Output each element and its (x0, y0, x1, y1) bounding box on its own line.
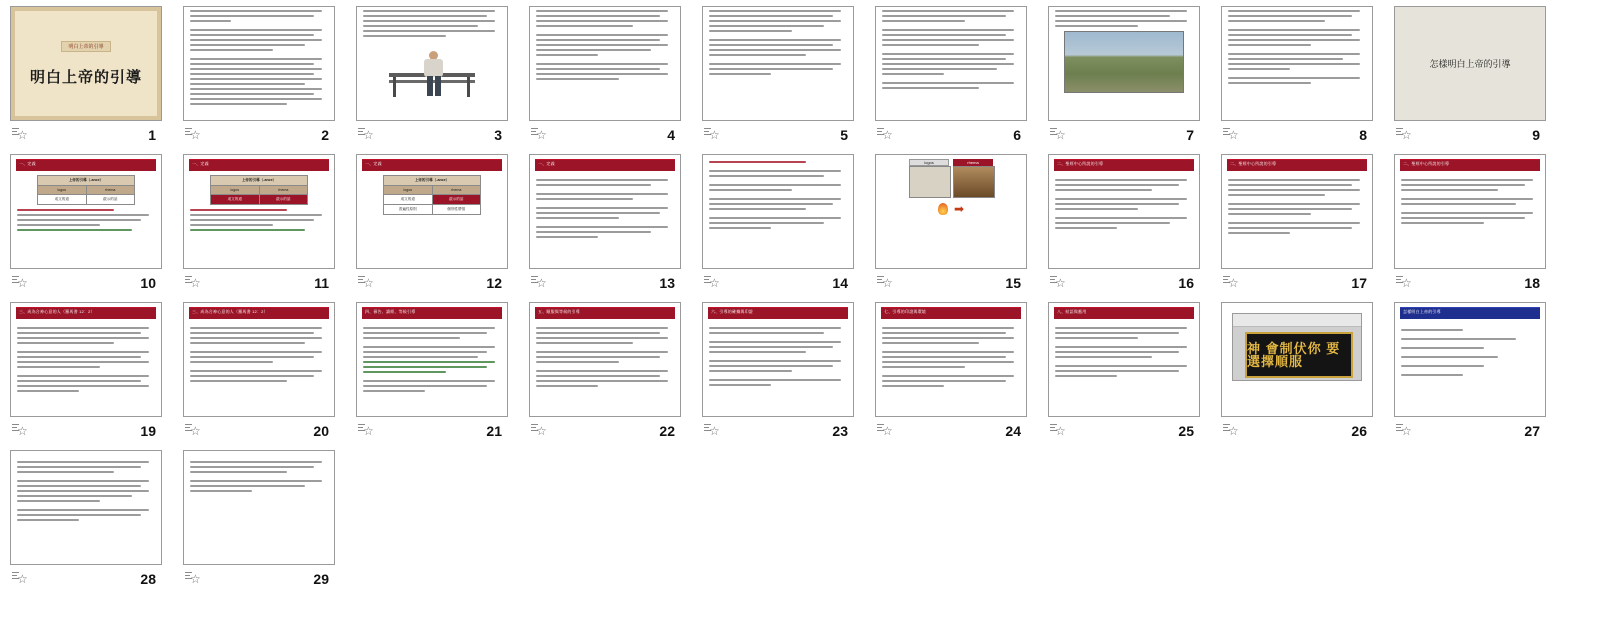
slide-meta (529, 417, 681, 443)
slide-title: 三、成為合神心意的人（羅馬書 12：2） (19, 309, 95, 314)
slide-thumbnail-7[interactable] (1048, 6, 1200, 121)
slide-thumbnail-20[interactable] (183, 302, 335, 417)
slide-transition-icon[interactable] (1396, 275, 1414, 291)
slide-transition-icon[interactable] (12, 127, 30, 143)
comparison-images (876, 159, 1026, 198)
slide-thumbnail-26[interactable] (1221, 302, 1373, 417)
animation-star-icon[interactable]: ☆ (1055, 276, 1066, 290)
slide-number: 29 (313, 571, 329, 587)
animation-star-icon[interactable]: ☆ (1055, 128, 1066, 142)
slide-meta (183, 121, 335, 147)
slide-cell[interactable] (183, 6, 348, 152)
cover-subtitle: 明白上帝的引導 (61, 41, 110, 52)
slide-body (703, 321, 853, 386)
slide-transition-icon[interactable] (1396, 127, 1414, 143)
slide-number: 6 (1013, 127, 1021, 143)
animation-star-icon[interactable]: ☆ (709, 276, 720, 290)
slide-number: 17 (1351, 275, 1367, 291)
slide-title-bar (1227, 159, 1367, 171)
slide-cell[interactable] (1394, 6, 1559, 152)
bench-photo (389, 43, 475, 99)
slide-number: 5 (840, 127, 848, 143)
animation-star-icon[interactable]: ☆ (363, 424, 374, 438)
definition-table: 上帝的引導（-ance） logos rhema 成文的道 啟示的話 (37, 175, 135, 205)
slide-transition-icon[interactable] (185, 423, 203, 439)
slide-body (184, 205, 334, 231)
slide-cell[interactable] (529, 6, 694, 152)
slide-thumbnail-15[interactable] (875, 154, 1027, 269)
slide-number: 7 (1186, 127, 1194, 143)
slide-thumbnail-27[interactable] (1394, 302, 1546, 417)
slide-title-bar (1054, 159, 1194, 171)
animation-star-icon[interactable]: ☆ (1228, 276, 1239, 290)
slide-meta (702, 121, 854, 147)
slide-meta (1221, 417, 1373, 443)
slide-number: 15 (1005, 275, 1021, 291)
slide-cell[interactable] (702, 6, 867, 152)
slide-thumbnail-6[interactable] (875, 6, 1027, 121)
slide-body (876, 7, 1026, 89)
slide-meta (529, 269, 681, 295)
slide-body (530, 173, 680, 238)
cover-layout (11, 7, 161, 120)
slide-number: 26 (1351, 423, 1367, 439)
slide-cell[interactable] (183, 154, 348, 300)
slide-cell[interactable] (1394, 154, 1559, 300)
slide-body (1049, 321, 1199, 377)
slide-cell[interactable] (356, 6, 521, 152)
slide-title: 三、成為合神心意的人（羅馬書 12：2） (192, 309, 268, 314)
slide-thumbnail-22[interactable] (529, 302, 681, 417)
slide-meta (1048, 269, 1200, 295)
slide-cell[interactable] (10, 154, 175, 300)
slide-body (11, 205, 161, 231)
banner-text: 神 會制伏你 要選擇順服 (1247, 341, 1341, 369)
slide-transition-icon[interactable] (531, 423, 549, 439)
slide-transition-icon[interactable] (1050, 423, 1068, 439)
slide-cell[interactable] (10, 302, 175, 448)
slide-meta (1221, 121, 1373, 147)
slide-cell[interactable] (1221, 6, 1386, 152)
slide-thumbnail-8[interactable] (1221, 6, 1373, 121)
slide-meta (1048, 417, 1200, 443)
slide-thumbnail-29[interactable] (183, 450, 335, 565)
slide-thumbnail-9[interactable] (1394, 6, 1546, 121)
animation-star-icon[interactable]: ☆ (1228, 424, 1239, 438)
slide-number: 9 (1532, 127, 1540, 143)
slide-thumbnail-24[interactable] (875, 302, 1027, 417)
animation-star-icon[interactable]: ☆ (1401, 276, 1412, 290)
slide-cell[interactable] (875, 154, 1040, 300)
slide-title-bar (535, 307, 675, 319)
slide-transition-icon[interactable] (704, 423, 722, 439)
slide-thumbnail-19[interactable] (10, 302, 162, 417)
slide-transition-icon[interactable] (1223, 275, 1241, 291)
slide-thumbnail-14[interactable] (702, 154, 854, 269)
slide-number: 2 (321, 127, 329, 143)
slide-body (357, 7, 507, 37)
slide-meta (875, 269, 1027, 295)
slide-transition-icon[interactable] (358, 423, 376, 439)
slide-body (1049, 173, 1199, 229)
slide-number: 21 (486, 423, 502, 439)
slide-transition-icon[interactable] (185, 275, 203, 291)
slide-transition-icon[interactable] (531, 127, 549, 143)
slide-meta (183, 417, 335, 443)
slide-transition-icon[interactable] (877, 275, 895, 291)
slide-cell[interactable] (183, 302, 348, 448)
animation-star-icon[interactable]: ☆ (882, 424, 893, 438)
slide-cell[interactable] (875, 6, 1040, 152)
slide-cell[interactable] (183, 450, 348, 596)
slide-thumbnail-13[interactable] (529, 154, 681, 269)
slide-meta (529, 121, 681, 147)
slide-title-bar (1400, 159, 1540, 171)
slide-thumbnail-3[interactable] (356, 6, 508, 121)
slide-transition-icon[interactable] (185, 127, 203, 143)
slide-number: 11 (314, 275, 329, 291)
slide-meta (356, 269, 508, 295)
slide-thumbnail-2[interactable] (183, 6, 335, 121)
slide-title-bar (881, 307, 1021, 319)
animation-star-icon[interactable]: ☆ (363, 276, 374, 290)
slide-title: 一、定義 (538, 161, 555, 166)
animation-star-icon[interactable]: ☆ (190, 572, 201, 586)
slide-transition-icon[interactable] (358, 275, 376, 291)
slide-title: 一、定義 (365, 161, 382, 166)
image-caption-logos: logos (909, 159, 949, 166)
slide-title: 怎樣明白上帝的引導 (1403, 309, 1441, 314)
flame-icon (938, 203, 948, 215)
slide-transition-icon[interactable] (877, 423, 895, 439)
slide-cell[interactable] (356, 154, 521, 300)
slide-transition-icon[interactable] (877, 127, 895, 143)
slide-number: 24 (1005, 423, 1021, 439)
landscape-photo (1064, 31, 1184, 93)
slide-meta (183, 269, 335, 295)
slide-body (703, 155, 853, 229)
slide-number: 4 (667, 127, 675, 143)
slide-meta (1221, 269, 1373, 295)
slide-transition-icon[interactable] (12, 423, 30, 439)
slide-cell[interactable] (875, 302, 1040, 448)
slide-title-bar (16, 159, 156, 171)
slide-meta (10, 269, 162, 295)
slide-title-bar (362, 159, 502, 171)
slide-thumbnail-28[interactable] (10, 450, 162, 565)
slide-cell[interactable] (10, 450, 175, 596)
slide-thumbnail-21[interactable] (356, 302, 508, 417)
slide-cell[interactable] (356, 302, 521, 448)
slide-body (1395, 173, 1545, 224)
slide-thumbnail-16[interactable] (1048, 154, 1200, 269)
animation-star-icon[interactable]: ☆ (536, 424, 547, 438)
slide-meta (702, 417, 854, 443)
slide-number: 16 (1178, 275, 1194, 291)
cover-title: 明白上帝的引導 (29, 68, 142, 86)
slide-transition-icon[interactable] (1050, 127, 1068, 143)
slide-thumbnail-10[interactable] (10, 154, 162, 269)
slide-meta (1394, 269, 1546, 295)
slide-thumbnail-23[interactable] (702, 302, 854, 417)
slide-number: 27 (1524, 423, 1540, 439)
slide-transition-icon[interactable] (704, 275, 722, 291)
slide-title-bar (189, 159, 329, 171)
slide-number: 13 (659, 275, 675, 291)
animation-star-icon[interactable]: ☆ (536, 128, 547, 142)
slide-body (1222, 7, 1372, 84)
slide-number: 23 (832, 423, 848, 439)
slide-transition-icon[interactable] (531, 275, 549, 291)
slide-transition-icon[interactable] (1396, 423, 1414, 439)
slide-title: 八、結語與應用 (1057, 309, 1087, 314)
slide-cell[interactable] (1221, 302, 1386, 448)
slide-meta (875, 121, 1027, 147)
rice-photo-cooked (953, 166, 995, 198)
slide-title: 二、聖經中心所說的引導 (1230, 161, 1277, 166)
slide-body (184, 451, 334, 492)
slide-number: 12 (486, 275, 502, 291)
slide-title-bar (189, 307, 329, 319)
slide-thumbnail-12[interactable] (356, 154, 508, 269)
slide-transition-icon[interactable] (185, 571, 203, 587)
slide-body (11, 451, 161, 521)
animation-star-icon[interactable]: ☆ (17, 572, 28, 586)
slide-body (703, 7, 853, 75)
slide-title-bar (16, 307, 156, 319)
slide-cell[interactable] (1221, 154, 1386, 300)
animation-star-icon[interactable]: ☆ (17, 424, 28, 438)
slide-title-bar (1054, 307, 1194, 319)
slide-thumbnail-18[interactable] (1394, 154, 1546, 269)
animation-star-icon[interactable]: ☆ (363, 128, 374, 142)
slide-cell[interactable] (1048, 302, 1213, 448)
slide-transition-icon[interactable] (12, 275, 30, 291)
slide-thumbnail-4[interactable] (529, 6, 681, 121)
animation-star-icon[interactable]: ☆ (882, 128, 893, 142)
animation-star-icon[interactable]: ☆ (709, 128, 720, 142)
animation-star-icon[interactable]: ☆ (1228, 128, 1239, 142)
slide-number: 3 (494, 127, 502, 143)
slide-meta (10, 417, 162, 443)
slide-body (184, 321, 334, 382)
slide-number: 1 (148, 127, 156, 143)
slide-body (1395, 321, 1545, 376)
slide-meta (183, 565, 335, 591)
slide-cell[interactable] (1394, 302, 1559, 448)
slide-cell[interactable] (702, 302, 867, 448)
banner-gold-box (1245, 332, 1353, 378)
slide-number: 10 (140, 275, 156, 291)
slide-title-bar (1400, 307, 1540, 319)
slide-meta (1394, 417, 1546, 443)
section-title-layout (1395, 7, 1545, 120)
slide-title: 七、引導的印證與環境 (884, 309, 926, 314)
slide-transition-icon[interactable] (12, 571, 30, 587)
animation-star-icon[interactable]: ☆ (882, 276, 893, 290)
slide-meta (875, 417, 1027, 443)
slide-title: 一、定義 (19, 161, 36, 166)
arrow-right-icon: ➡ (953, 202, 965, 216)
definition-table: 上帝的引導（-ance） logos rhema 成文的道 啟示的話 (210, 175, 308, 205)
slide-body (184, 7, 334, 105)
slide-number: 8 (1359, 127, 1367, 143)
slide-body (530, 7, 680, 80)
slide-body (1222, 173, 1372, 234)
slide-number: 18 (1524, 275, 1540, 291)
slide-title-bar (362, 307, 502, 319)
banner-screenshot (1232, 313, 1362, 381)
process-row (876, 202, 1026, 216)
animation-star-icon[interactable]: ☆ (709, 424, 720, 438)
slide-meta (356, 121, 508, 147)
slide-meta (10, 121, 162, 147)
slide-thumbnail-5[interactable] (702, 6, 854, 121)
slide-body (1049, 7, 1199, 27)
animation-star-icon[interactable]: ☆ (190, 424, 201, 438)
definition-table: 上帝的引導（-ance） logos rhema 成文的道 啟示的話 普遍性原則 個別性帶領 (383, 175, 481, 215)
slide-cell[interactable] (1048, 6, 1213, 152)
slide-cell[interactable] (529, 302, 694, 448)
slide-thumbnail-17[interactable] (1221, 154, 1373, 269)
slide-body (11, 321, 161, 392)
slide-cell[interactable] (529, 154, 694, 300)
slide-title-bar (708, 307, 848, 319)
slide-number: 22 (659, 423, 675, 439)
slide-cell[interactable] (10, 6, 175, 152)
animation-star-icon[interactable]: ☆ (1055, 424, 1066, 438)
animation-star-icon[interactable]: ☆ (17, 276, 28, 290)
image-caption-rhema: rhema (953, 159, 993, 166)
slide-number: 25 (1178, 423, 1194, 439)
animation-star-icon[interactable]: ☆ (536, 276, 547, 290)
slide-title: 四、禱告、讀經、等候引導 (365, 309, 416, 314)
slide-body (876, 321, 1026, 387)
section-title: 怎樣明白上帝的引導 (1429, 59, 1511, 69)
slide-meta (10, 565, 162, 591)
slide-number: 28 (140, 571, 156, 587)
animation-star-icon[interactable]: ☆ (190, 128, 201, 142)
slide-title: 一、定義 (192, 161, 209, 166)
slide-number: 14 (832, 275, 848, 291)
browser-toolbar-strip (1233, 314, 1361, 327)
slide-meta (356, 417, 508, 443)
rice-photo-raw (909, 166, 951, 198)
slide-number: 19 (140, 423, 156, 439)
slide-title: 二、聖經中心所說的引導 (1403, 161, 1450, 166)
animation-star-icon[interactable]: ☆ (1401, 424, 1412, 438)
slide-body (530, 321, 680, 387)
animation-star-icon[interactable]: ☆ (1401, 128, 1412, 142)
slide-transition-icon[interactable] (1223, 127, 1241, 143)
slide-cell[interactable] (1048, 154, 1213, 300)
slide-transition-icon[interactable] (358, 127, 376, 143)
slide-title: 六、引導的確據與印證 (711, 309, 753, 314)
slide-title-bar (535, 159, 675, 171)
slide-meta (1394, 121, 1546, 147)
slide-meta (1048, 121, 1200, 147)
slide-body (357, 321, 507, 392)
slide-thumbnail-11[interactable] (183, 154, 335, 269)
slide-transition-icon[interactable] (1050, 275, 1068, 291)
animation-star-icon[interactable]: ☆ (190, 276, 201, 290)
slide-transition-icon[interactable] (704, 127, 722, 143)
slide-title: 五、順服與等候的引導 (538, 309, 580, 314)
slide-thumbnail-1[interactable] (10, 6, 162, 121)
slide-meta (702, 269, 854, 295)
slide-thumbnail-25[interactable] (1048, 302, 1200, 417)
slide-number: 20 (313, 423, 329, 439)
slide-title: 二、聖經中心所說的引導 (1057, 161, 1104, 166)
slide-cell[interactable] (702, 154, 867, 300)
slide-transition-icon[interactable] (1223, 423, 1241, 439)
animation-star-icon[interactable]: ☆ (17, 128, 28, 142)
